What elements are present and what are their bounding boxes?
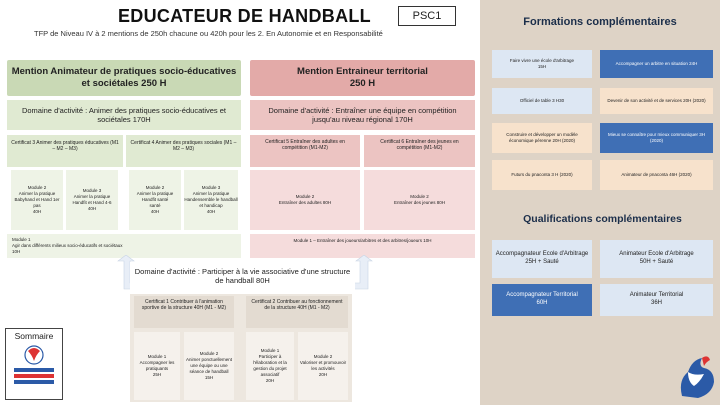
qualification-item: Accompagnateur Territorial 60H bbox=[492, 284, 592, 316]
cert1-module1: Module 1 Accompagner les pratiquants 25H bbox=[134, 332, 180, 400]
qualification-item: Animateur Ecole d'Arbitrage 50H + Sauté bbox=[600, 240, 713, 278]
qualification-item: Animateur Territorial 36H bbox=[600, 284, 713, 316]
qualification-item: Accompagnateur Ecole d'Arbitrage 25H + Sauté bbox=[492, 240, 592, 278]
cert1-title: Certificat 1 Contribuer à l'animation sportive de la structure 40H (M1 - M2) bbox=[134, 296, 234, 328]
formation-item: Mieux se connaître pour mieux communiquer 3H (2020) bbox=[600, 123, 713, 153]
mention-animateur-title-text: Mention Animateur de pratiques socio-éducatives et sociétales 250 H bbox=[11, 66, 237, 89]
cert4-module3: Module 3 Animer la pratique Handensemble le handball et handicap 40H bbox=[184, 170, 238, 230]
cert5-module2: Module 2 Entraîner des adultes 80H bbox=[250, 170, 360, 230]
formation-item: Officiel de table 3 H30 bbox=[492, 88, 592, 114]
entraineur-module1: Module 1 – Entraîner des joueurs/arbitres et des arbitres/joueurs 10H bbox=[250, 234, 475, 258]
cert4-title: Certificat 4 Animer des pratiques sociales (M1 – M2 – M3) bbox=[126, 135, 241, 167]
formation-item: Construire et développer un modèle économique pérenne 20H (2020) bbox=[492, 123, 592, 153]
cert1-module2: Module 2 Animer ponctuellement une équipe ou une séance de handball 15H bbox=[184, 332, 234, 400]
cert3-module2: Module 2 Animer la pratique Babyhand et Hand 1er pas 40H bbox=[11, 170, 63, 230]
formations-title: Formations complémentaires bbox=[490, 6, 710, 38]
page-subtitle: TFP de Niveau IV à 2 mentions de 250h chacune ou 420h pour les 2. En Autonomie et en Responsabilité bbox=[34, 29, 383, 38]
sommaire-link[interactable] bbox=[5, 328, 63, 400]
right-arrow bbox=[352, 255, 372, 289]
formation-item: Animateur de pnaconta 46H (2020) bbox=[600, 160, 713, 190]
cert2-module2: Module 2 Valoriser et promouvoir les activités 20H bbox=[298, 332, 348, 400]
mention-animateur-title bbox=[7, 60, 241, 96]
sommaire-label: Sommaire bbox=[14, 331, 54, 341]
formation-item: Faire vivre une école d'arbitrage 15H bbox=[492, 50, 592, 78]
cert2-title: Certificat 2 Contribuer au fonctionnement de la structure 40H (M1 - M2) bbox=[246, 296, 348, 328]
mention-entraineur-title-text: Mention Entraineur territorial 250 H bbox=[297, 66, 428, 89]
mention-entraineur-title bbox=[250, 60, 475, 96]
qualifications-title: Qualifications complémentaires bbox=[523, 213, 682, 225]
rooster-logo-icon bbox=[674, 352, 718, 402]
tronc-domain bbox=[130, 262, 355, 290]
cert5-title: Certificat 5 Entraîner des adultes en compétition (M1-M2) bbox=[250, 135, 360, 167]
cert3-title: Certificat 3 Animer des pratiques éducatives (M1 – M2 – M3) bbox=[7, 135, 123, 167]
entraineur-domain bbox=[250, 100, 475, 130]
formation-item: Devenir de son activité et de services 20H (2020) bbox=[600, 88, 713, 114]
entraineur-domain-text: Domaine d'activité : Entraîner une équipe en compétition jusqu'au niveau régional 170H bbox=[268, 106, 457, 124]
page-title: EDUCATEUR DE HANDBALL bbox=[118, 6, 371, 26]
cert2-module1: Module 1 Participer à l'élaboration et la gestion du projet associatif 20H bbox=[246, 332, 294, 400]
animateur-domain bbox=[7, 100, 241, 130]
cert4-module2: Module 2 Animer la pratique Handfit santé santé 40H bbox=[129, 170, 181, 230]
ffhb-logo-icon bbox=[6, 341, 62, 395]
cert3-module3: Module 3 Animer la pratique Handfit et Hand 4-6 40H bbox=[66, 170, 118, 230]
formation-item: Accompagner un arbitre en situation 24H bbox=[600, 50, 713, 78]
tronc-domain-text: Domaine d'activité : Participer à la vie associative d'une structure de handball 80H bbox=[134, 266, 351, 285]
formation-item: Futurs du pnaconta 3 H (2020) bbox=[492, 160, 592, 190]
animateur-module1: Module 1 Agir dans différents milieux socio-éducatifs et sociétaux 10H bbox=[7, 234, 241, 258]
animateur-domain-text: Domaine d'activité : Animer des pratiques socio-éducatives et sociétales 170H bbox=[21, 106, 227, 124]
cert6-title: Certificat 6 Entraîner des jeunes en compétition (M1-M2) bbox=[364, 135, 475, 167]
psc1-badge: PSC1 bbox=[398, 6, 456, 26]
cert6-module2: Module 2 Entraîner des jeunes 80H bbox=[364, 170, 475, 230]
